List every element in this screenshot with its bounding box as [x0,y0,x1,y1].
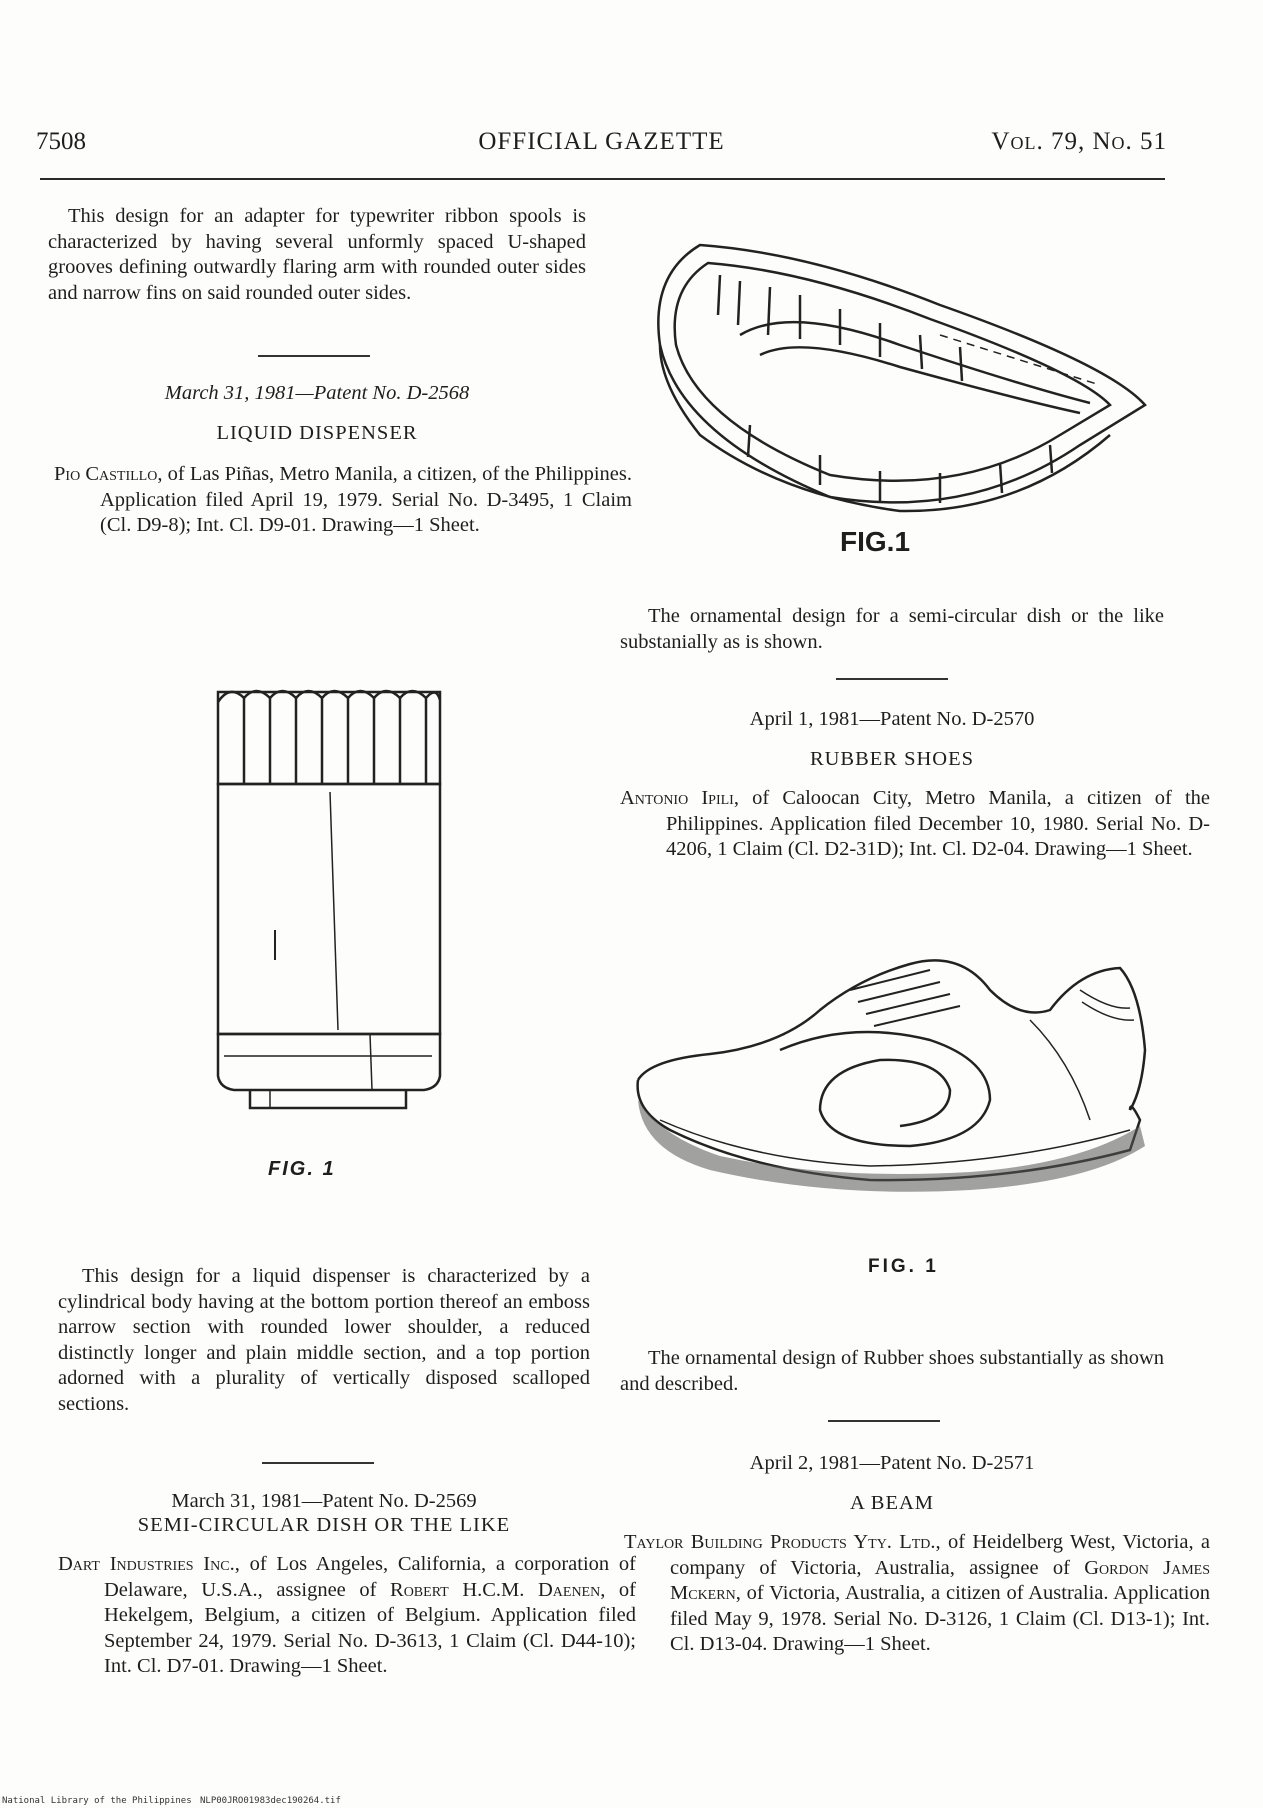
dispenser-middle-section [218,784,440,1034]
page-number: 7508 [36,128,86,155]
section-divider [258,355,370,357]
dish-figure-label: FIG.1 [840,526,911,557]
patent-2568-title: LIQUID DISPENSER [216,422,418,444]
patent-2571-date: April 2, 1981—Patent No. D-2571 [749,1452,1035,1474]
publication-title: OFFICIAL GAZETTE [478,128,725,155]
dispenser-figure-label: FIG. 1 [268,1158,336,1180]
applicant-details: , of Heidelberg West, Victoria, a company of Victoria, Australia, assignee of [670,1531,1210,1579]
applicant-details: , of Caloocan City, Metro Manila, a citizen of the Philippines. Application filed December 10, 1980. Serial No. D-4206, 1 Claim (Cl. D2-31D); Int. Cl. D2-04. Drawing—1 Sheet. [666,787,1210,860]
dispenser-top-section [218,692,440,784]
applicant-details: , of Los Angeles, California, a corporation of Delaware, U.S.A., assignee of [104,1553,636,1601]
applicant-name: Dart Industries Inc. [58,1553,235,1575]
patent-2571-title: A BEAM [849,1492,935,1514]
section-divider [828,1420,940,1422]
patent-2569-date: March 31, 1981—Patent No. D-2569 [171,1490,477,1512]
semi-circular-dish-drawing [640,235,1150,525]
assignor-name: Robert H.C.M. Daenen [390,1578,601,1601]
patent-2568-date: March 31, 1981—Patent No. D-2568 [164,382,470,404]
header-rule [40,178,1165,180]
patent-2570-applicant [620,786,1210,863]
footer-library: National Library of the Philippines [2,1796,192,1806]
applicant-details: , of Victoria, Australia, a citizen of Australia. Application filed May 9, 1978. Serial No. D-3126, 1 Claim (Cl. D13-1); Int. Cl. D13-04. Drawing—1 Sheet. [670,1582,1210,1655]
rubber-shoe-drawing [630,950,1150,1200]
dispenser-bottom-section [218,1034,440,1090]
patent-2568-applicant [54,462,632,539]
section-divider [262,1462,374,1464]
footer-file-id: NLP00JRO01983dec190264.tif [200,1796,341,1806]
applicant-name: Antonio Ipili [620,787,734,809]
liquid-dispenser-drawing [210,680,450,1140]
patent-2570-date: April 1, 1981—Patent No. D-2570 [749,708,1035,730]
dish-description: The ornamental design for a semi-circular dish or the like substanially as is shown. [620,605,1164,653]
patent-2571-applicant [624,1530,1210,1658]
patent-2569-applicant [58,1552,636,1680]
volume-info: Vol. 79, No. 51 [991,128,1167,155]
applicant-details: , of Las Piñas, Metro Manila, a citizen, of the Philippines. Application filed April 19, 1979. Serial No. D-3495, 1 Claim (Cl. D9-8); Int. Cl. D9-01. Drawing—1 Sheet. [100,463,632,536]
applicant-name: Taylor Building Products Yty. Ltd. [624,1531,936,1553]
applicant-name: Pio Castillo [54,463,158,485]
shoe-upper [638,960,1145,1110]
assignor-name: Gordon James Mckern [670,1556,1210,1604]
patent-2570-title: RUBBER SHOES [809,748,975,770]
patent-2568-description: This design for a liquid dispenser is characterized by a cylindrical body having at the bottom portion thereof an emboss narrow section with rounded lower shoulder, a reduced distinctly longer and plain middle section, and a top portion adorned with a plurality of vertically disposed scalloped sections. [58,1265,590,1415]
section-divider [836,678,948,680]
applicant-details: , of Hekelgem, Belgium, a citizen of Belgium. Application filed September 24, 1979. Serial No. D-3613, 1 Claim (Cl. D44-10); Int. Cl. D7-01. Drawing—1 Sheet. [104,1578,637,1677]
shoe-figure-label: FIG. 1 [868,1256,939,1277]
patent-2569-title: SEMI-CIRCULAR DISH OR THE LIKE [137,1514,511,1536]
patent-2570-description: The ornamental design of Rubber shoes substantially as shown and described. [620,1347,1164,1395]
adapter-design-paragraph: This design for an adapter for typewriter ribbon spools is characterized by having several unformly spaced U-shaped grooves defining outwardly flaring arm with rounded outer sides and narrow fins on said rounded outer sides. [48,205,586,304]
